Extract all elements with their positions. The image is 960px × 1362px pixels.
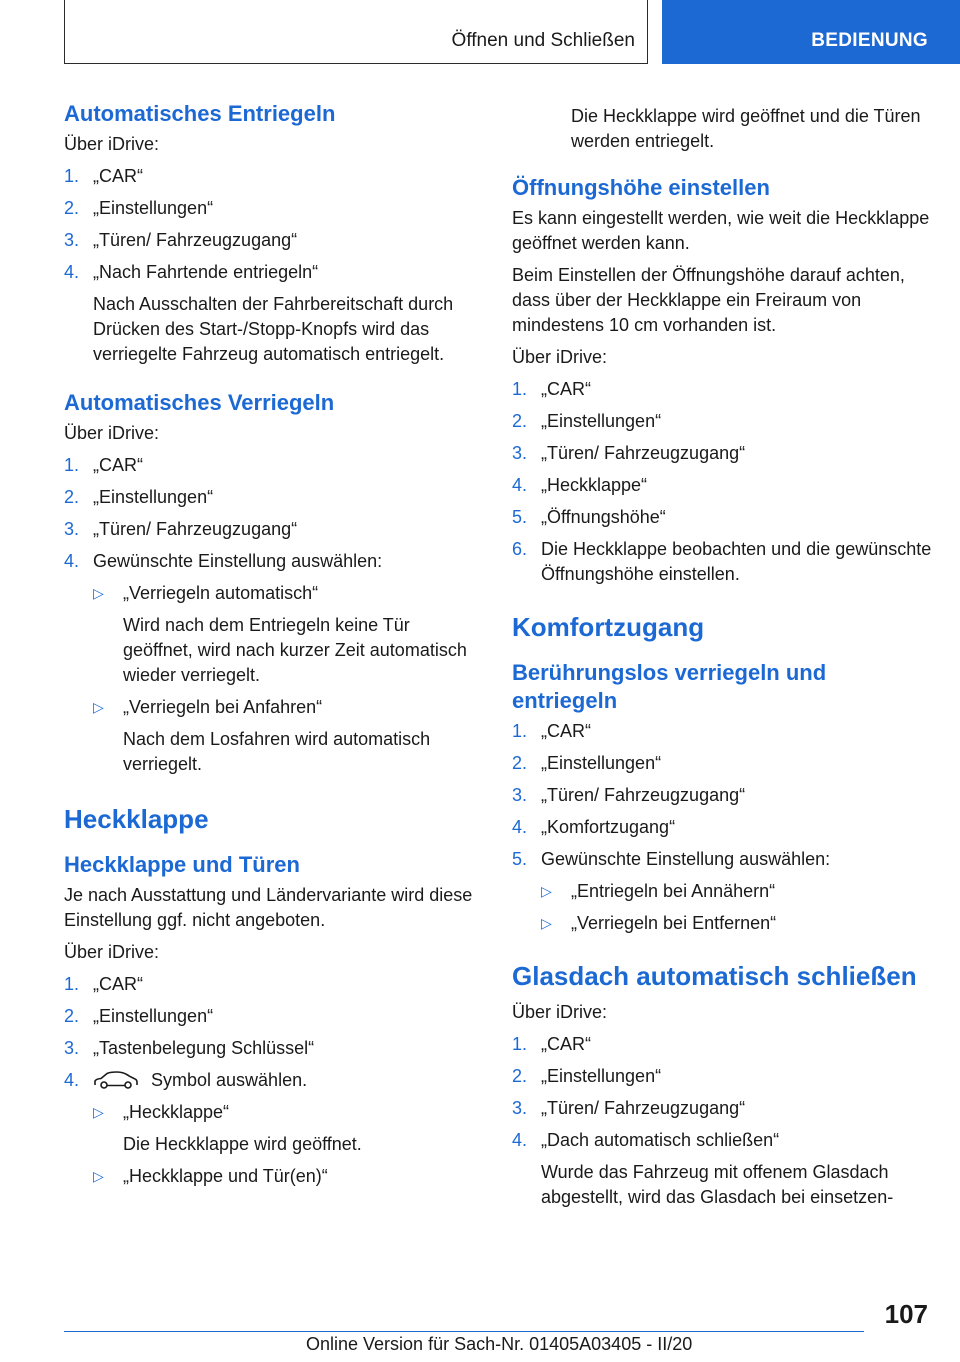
intro-text: Über iDrive: <box>64 942 160 962</box>
list-item: 1. „CAR“ <box>64 166 143 186</box>
list-item: 2. „Einstellungen“ <box>512 1066 662 1086</box>
step-list <box>64 972 484 1189</box>
intro-text: Über iDrive: <box>64 134 160 154</box>
intro-text: Über iDrive: <box>512 347 608 367</box>
list-item: 3. „Türen/ Fahrzeugzugang“ <box>64 230 298 250</box>
list-item: 3. „Türen/ Fahrzeugzugang“ <box>512 785 746 805</box>
sub-item: ▷ „Verriegeln bei Entfernen“ <box>541 911 932 936</box>
list-item: 2. „Einstellungen“ <box>512 411 662 431</box>
list-item: 4. Symbol auswählen. ▷ „Heckklappe“ Die Heckklappe wird geöffnet. ▷ „Heckklappe und Tür(en)“ <box>64 1068 484 1189</box>
sub-item: ▷ „Entriegeln bei Annähern“ <box>541 879 932 904</box>
list-item: 4. „Dach automatisch schließen“ Wurde das Fahrzeug mit offenem Glasdach abgestellt, wird das Glasdach bei einsetzen- <box>512 1128 932 1210</box>
left-column <box>64 100 484 1196</box>
step-list <box>512 377 932 587</box>
step-list <box>64 164 484 367</box>
list-item: 4. „Komfortzugang“ <box>512 817 676 837</box>
triangle-bullet-icon: ▷ <box>93 585 104 601</box>
intro-text: Über iDrive: <box>512 1002 608 1022</box>
paragraph: Es kann eingestellt werden, wie weit die Heckklappe geöffnet werden kann. <box>512 208 930 253</box>
header-section-tab <box>662 0 960 64</box>
list-item: 3. „Tastenbelegung Schlüssel“ <box>64 1038 315 1058</box>
heading-glasdach: Glasdach automatisch schließen <box>512 961 917 991</box>
right-column <box>512 104 932 1217</box>
footer-text: Online Version für Sach-Nr. 01405A03405 - II/20 <box>306 1334 693 1354</box>
intro-text: Je nach Ausstattung und Ländervariante wird diese Einstellung ggf. nicht angeboten. <box>64 885 473 930</box>
footer-divider <box>64 1331 864 1332</box>
list-item: 4. Gewünschte Einstellung auswählen: ▷ „Verriegeln automatisch“ Wird nach dem Entriegeln keine Tür geöffnet, wird nach kurzer Zeit automatisch wieder verriegelt. ▷ „Verriegeln bei Anfahren“ Nach dem Losfahren wird automatisch verriegelt. <box>64 549 484 777</box>
list-item: 2. „Einstellungen“ <box>64 198 214 218</box>
sub-item-description: Wird nach dem Entriegeln keine Tür geöffnet, wird nach kurzer Zeit automatisch wieder verriegelt. <box>123 615 467 685</box>
list-item: 4. „Heckklappe“ <box>512 475 648 495</box>
sub-item-description: Nach dem Losfahren wird automatisch verriegelt. <box>123 729 431 774</box>
list-item: 6. Die Heckklappe beobachten und die gewünschte Öffnungshöhe einstellen. <box>512 539 932 584</box>
triangle-bullet-icon: ▷ <box>93 1168 104 1184</box>
item-description: Nach Ausschalten der Fahrbereitschaft durch Drücken des Start-/Stopp-Knopfs wird das verriegelte Fahrzeug automatisch entriegelt. <box>93 294 454 364</box>
list-item: 2. „Einstellungen“ <box>512 753 662 773</box>
list-item: 1. „CAR“ <box>512 379 591 399</box>
triangle-bullet-icon: ▷ <box>93 699 104 715</box>
item-description: Wurde das Fahrzeug mit offenem Glasdach abgestellt, wird das Glasdach bei einsetzen- <box>541 1162 894 1207</box>
list-item: 3. „Türen/ Fahrzeugzugang“ <box>512 1098 746 1118</box>
list-item: 1. „CAR“ <box>512 721 591 741</box>
continued-text: Die Heckklappe wird geöffnet und die Türen werden entriegelt. <box>571 106 921 151</box>
step-list <box>512 1032 932 1210</box>
sub-item: ▷ „Verriegeln bei Anfahren“ Nach dem Losfahren wird automatisch verriegelt. <box>93 695 484 777</box>
chapter-title: Öffnen und Schließen <box>451 30 635 51</box>
list-item: 5. „Öffnungshöhe“ <box>512 507 666 527</box>
heading-automatisches-entriegeln: Automatisches Entriegeln <box>64 101 336 126</box>
heading-beruehrungslos: Berührungslos verriegeln und entriegeln <box>512 660 827 713</box>
list-item: 3. „Türen/ Fahrzeugzugang“ <box>512 443 746 463</box>
list-item: 4. „Nach Fahrtende entriegeln“ Nach Ausschalten der Fahrbereitschaft durch Drücken des Start-/Stopp-Knopfs wird das verriegelte Fahrzeug automatisch entriegelt. <box>64 260 484 367</box>
list-item: 3. „Türen/ Fahrzeugzugang“ <box>64 519 298 539</box>
paragraph: Beim Einstellen der Öffnungshöhe darauf achten, dass über der Heckklappe ein Freiraum von mindestens 10 cm vorhanden ist. <box>512 265 905 335</box>
triangle-bullet-icon: ▷ <box>541 915 552 931</box>
heading-heckklappe: Heckklappe <box>64 804 209 834</box>
sub-item: ▷ „Verriegeln automatisch“ Wird nach dem Entriegeln keine Tür geöffnet, wird nach kurzer Zeit automatisch wieder verriegelt. <box>93 581 484 688</box>
heading-oeffnungshoehe: Öffnungshöhe einstellen <box>512 175 770 200</box>
intro-text: Über iDrive: <box>64 423 160 443</box>
list-item: 1. „CAR“ <box>512 1034 591 1054</box>
list-item: 1. „CAR“ <box>64 974 143 994</box>
triangle-bullet-icon: ▷ <box>541 883 552 899</box>
heading-automatisches-verriegeln: Automatisches Verriegeln <box>64 390 335 415</box>
sub-item: ▷ „Heckklappe“ Die Heckklappe wird geöffnet. <box>93 1100 484 1157</box>
triangle-bullet-icon: ▷ <box>93 1104 104 1120</box>
list-item: 2. „Einstellungen“ <box>64 1006 214 1026</box>
heading-heckklappe-und-tueren: Heckklappe und Türen <box>64 852 300 877</box>
heading-komfortzugang: Komfortzugang <box>512 612 705 642</box>
list-item: 1. „CAR“ <box>64 455 143 475</box>
page-number: 107 <box>884 1299 928 1329</box>
car-side-icon <box>93 1070 139 1090</box>
step-list <box>512 719 932 936</box>
sub-item-description: Die Heckklappe wird geöffnet. <box>123 1134 362 1154</box>
section-title: BEDIENUNG <box>811 30 928 51</box>
header-chapter-box <box>64 0 648 64</box>
sub-item: ▷ „Heckklappe und Tür(en)“ <box>93 1164 484 1189</box>
list-item: 2. „Einstellungen“ <box>64 487 214 507</box>
list-item: 5. Gewünschte Einstellung auswählen: ▷ „Entriegeln bei Annähern“ ▷ „Verriegeln bei Entfernen“ <box>512 847 932 936</box>
step-list <box>64 453 484 777</box>
